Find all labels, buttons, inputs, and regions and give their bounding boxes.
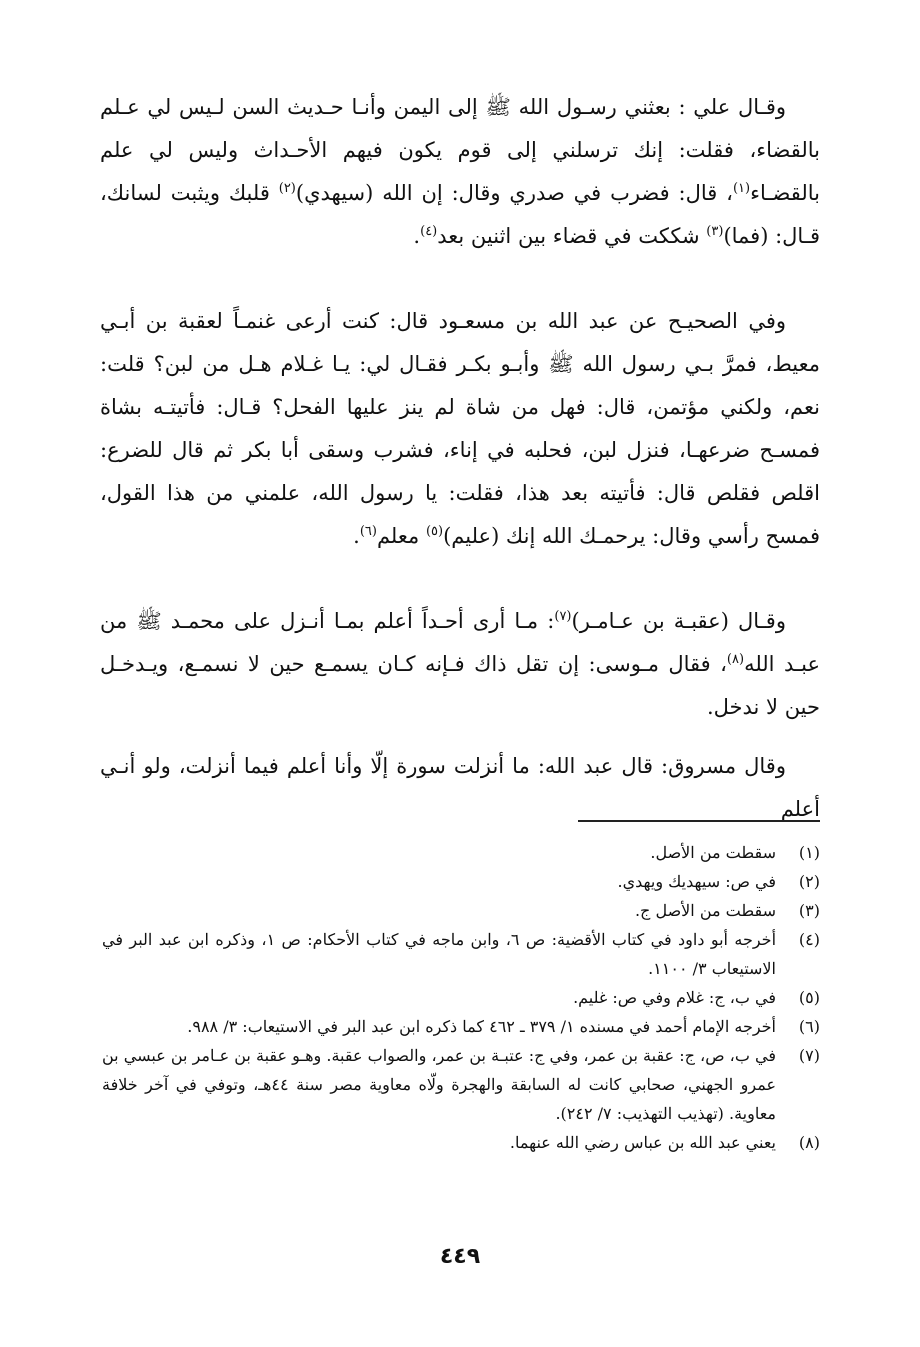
footnote-item <box>102 983 820 1012</box>
footnote-number: (٥) <box>798 988 820 1007</box>
paragraph-masruq <box>100 745 820 831</box>
footnote-separator <box>578 820 820 822</box>
footnote-item <box>102 1012 820 1041</box>
paragraph-text: شككت في قضاء بين اثنين بعد <box>437 224 707 248</box>
footnote-ref: (٦) <box>359 524 377 539</box>
footnote-ref: (١) <box>732 181 751 196</box>
paragraph-ali <box>100 86 820 258</box>
footnote-ref: (٨) <box>726 652 745 667</box>
footnote-ref: (٥) <box>425 524 444 539</box>
footnote-text: أخرجه الإمام أحمد في مسنده ١/ ٣٧٩ ـ ٤٦٢ كما ذكره ابن عبد البر في الاستيعاب: ٣/ ٩٨٨. <box>187 1017 776 1036</box>
footnote-text: في ب، ص، ج: عقبة بن عمر، وفي ج: عتبـة بن عمر، والصواب عقبة. وهـو عقبة بن عـامر بن عبسي بن عمرو الجهني، صحابي كانت له السابقة والهجرة ولّاه معاوية مصر سنة ٤٤هـ، وتوفي في آخر خلافة معاوية. (تهذيب التهذيب: ٧/ ٢٤٢). <box>102 1046 776 1123</box>
paragraph-spacer <box>100 558 820 600</box>
footnote-ref: (٤) <box>420 224 438 239</box>
paragraph-ibn-masud <box>100 300 820 558</box>
footnote-ref: (٧) <box>554 609 572 624</box>
paragraph-text: . <box>353 524 360 548</box>
paragraph-text: ، قال: فضرب في صدري وقال: إن الله (سيهدي) <box>295 181 733 205</box>
footnote-text: سقطت من الأصل. <box>650 843 776 862</box>
paragraph-uqba <box>100 600 820 729</box>
footnote-item <box>102 925 820 983</box>
paragraph-text: : مـا أرى أحـداً أعلم بمـا أنـزل على محمـد ﷺ من عبـد الله <box>100 609 820 676</box>
paragraph-spacer <box>100 729 820 745</box>
footnote-text: أخرجه أبو داود في كتاب الأقضية: ص ٦، وابن ماجه في كتاب الأحكام: ص ١، وذكره ابن عبد البر في الاستيعاب ٣/ ١١٠٠. <box>102 930 777 978</box>
footnote-number: (٦) <box>798 1017 820 1036</box>
footnote-number: (٤) <box>798 930 820 949</box>
footnote-text: يعني عبد الله بن عباس رضي الله عنهما. <box>509 1133 776 1152</box>
main-text <box>100 86 820 831</box>
footnote-text: سقطت من الأصل ج. <box>634 901 776 920</box>
footnote-item <box>102 867 820 896</box>
paragraph-text: قلبك ويثبت لسانك، قـال: (فما) <box>100 181 820 248</box>
paragraph-text: . <box>413 224 421 248</box>
footnote-item <box>102 1128 820 1157</box>
paragraph-text: معلم <box>376 524 426 548</box>
footnote-item <box>102 838 820 867</box>
paragraph-spacer <box>100 258 820 300</box>
footnote-number: (٨) <box>798 1133 820 1152</box>
footnote-text: في ص: سيهديك ويهدي. <box>617 872 776 891</box>
paragraph-text: ، فقال مـوسى: إن تقل ذاك فـإنه كـان يسمـع حين لا نسمـع، ويـدخـل حين لا ندخل. <box>100 652 820 719</box>
paragraph-text: وقـال (عقبـة بن عـامـر) <box>571 609 786 633</box>
footnote-ref: (٣) <box>706 224 724 239</box>
paragraph-text: وقال مسروق: قال عبد الله: ما أنزلت سورة إلّا وأنا أعلم فيما أنزلت، ولو أنـي أعلم <box>100 754 820 821</box>
footnote-number: (٧) <box>798 1046 820 1065</box>
footnote-ref: (٢) <box>278 181 296 196</box>
paragraph-text: وفي الصحيـح عن عبد الله بن مسعـود قال: كنت أرعى غنمـاً لعقبة بن أبـي معيط، فمرَّ بـي رسول الله ﷺ وأبـو بكـر فقـال لي: يـا غـلام هـل من لبن؟ قلت: نعم، ولكني مؤتمن، قال: فهل من شاة لم ينز عليها الفحل؟ قـال: فأتيتـه بشاة فمسـح ضرعهـا، فنزل لبن، فحلبه في إناء، فشرب وسقى أبا بكر ثم قال للضرع: اقلص فقلص قال: فأتيته بعد هذا، فقلت: يا رسول الله، علمني من هذا القول، فمسح رأسي وقال: يرحمـك الله إنك (عليم) <box>100 309 820 548</box>
footnote-number: (٢) <box>798 872 820 891</box>
footnote-number: (١) <box>798 843 820 862</box>
footnote-item <box>102 1041 820 1128</box>
paragraph-text: وقـال علي : بعثني رسـول الله ﷺ إلى اليمن وأنـا حـديث السن لـيس لي عـلم بالقضاء، فقلت: إنك ترسلني إلى قوم يكون فيهم الأحـداث وليس لي علم بالقضـاء <box>100 95 820 205</box>
footnotes <box>102 838 820 1157</box>
footnote-number: (٣) <box>798 901 820 920</box>
footnote-text: في ب، ج: غلام وفي ص: غليم. <box>573 988 776 1007</box>
footnote-item <box>102 896 820 925</box>
page-number: ٤٤٩ <box>439 1244 481 1269</box>
